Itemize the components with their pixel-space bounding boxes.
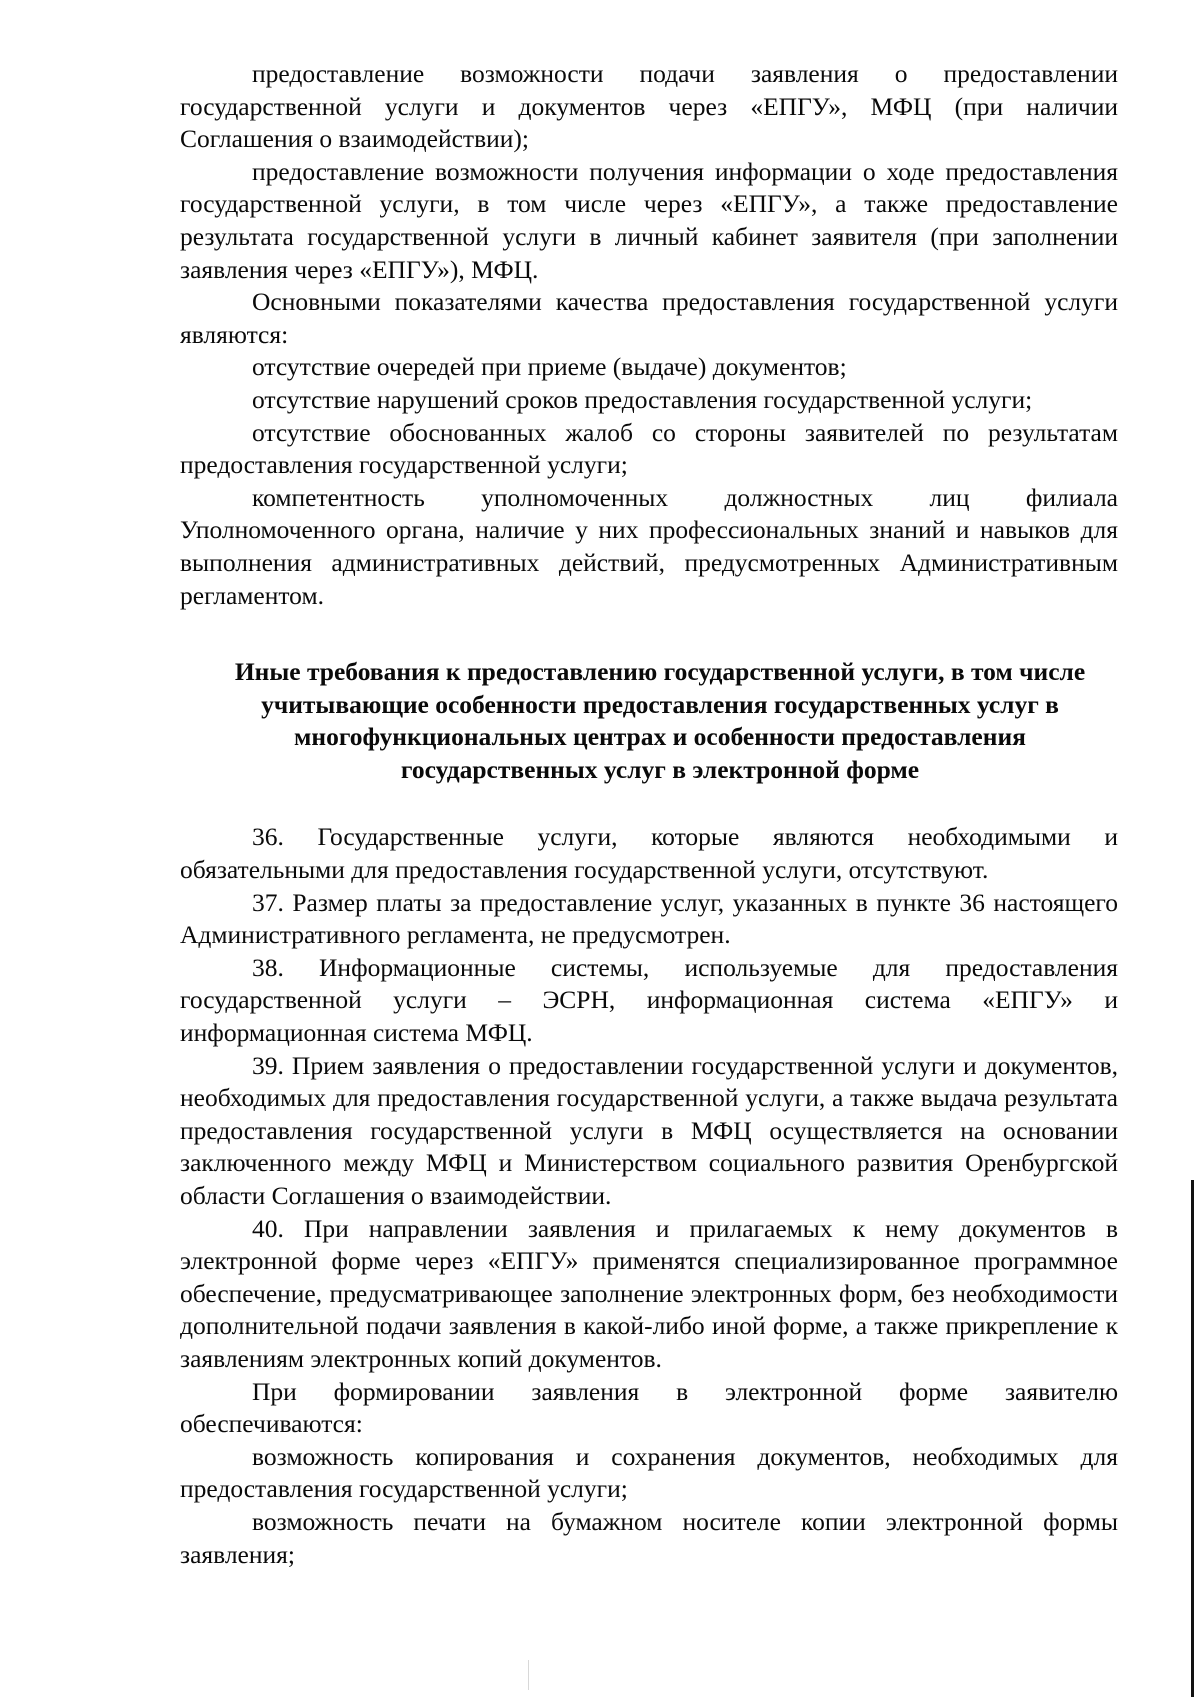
paragraph-print: возможность печати на бумажном носителе копии электронной формы заявления;	[180, 1506, 1118, 1569]
paragraph-submission: предоставление возможности подачи заявления о предоставлении государственной услуги и документов через «ЕПГУ», МФЦ (при наличии Соглашения о взаимодействии);	[180, 59, 1118, 154]
document-body	[180, 58, 1118, 1571]
section-heading: Иные требования к предоставлению государственной услуги, в том числе учитывающие особенности предоставления государственных услуг в многофункциональных центрах и особенности предоставления государственных услуг в электронной форме	[234, 657, 1086, 784]
paragraph-electronic-form: При формировании заявления в электронной форме заявителю обеспечиваются:	[180, 1376, 1118, 1439]
scan-edge-line	[1191, 1180, 1194, 1697]
paragraph-information: предоставление возможности получения информации о ходе предоставления государственной услуги, в том числе через «ЕПГУ», а также предоставление результата государственной услуги в личный кабинет заявителя (при заполнении заявления через «ЕПГУ»), МФЦ.	[180, 156, 1118, 284]
paragraph-competence: компетентность уполномоченных должностных лиц филиала Уполномоченного органа, наличие у них профессиональных знаний и навыков для выполнения административных действий, предусмотренных Административным регламентом.	[180, 482, 1118, 610]
paragraph-40: 40. При направлении заявления и прилагаемых к нему документов в электронной форме через «ЕПГУ» применятся специализированное программное обеспечение, предусматривающее заполнение электронных форм, без необходимости дополнительной подачи заявления в какой-либо иной форме, а также прикрепление к заявлениям электронных копий документов.	[180, 1213, 1118, 1373]
paragraph-no-complaints: отсутствие обоснованных жалоб со стороны заявителей по результатам предоставления государственной услуги;	[180, 417, 1118, 480]
paragraph-36: 36. Государственные услуги, которые являются необходимыми и обязательными для предоставления государственной услуги, отсутствуют.	[180, 822, 1118, 885]
paragraph-no-queues: отсутствие очередей при приеме (выдаче) документов;	[252, 352, 847, 382]
paragraph-37: 37. Размер платы за предоставление услуг, указанных в пункте 36 настоящего Административного регламента, не предусмотрен.	[180, 887, 1118, 950]
paragraph-38: 38. Информационные системы, используемые для предоставления государственной услуги – ЭСРН, информационная система «ЕПГУ» и информационная система МФЦ.	[180, 952, 1118, 1048]
paragraph-no-deadline-violations: отсутствие нарушений сроков предоставления государственной услуги;	[252, 384, 1033, 414]
scan-artifact	[528, 1660, 529, 1690]
paragraph-39: 39. Прием заявления о предоставлении государственной услуги и документов, необходимых для предоставления государственной услуги, а также выдача результата предоставления государственной услуги в МФЦ осуществляется на основании заключенного между МФЦ и Министерством социального развития Оренбургской области Соглашения о взаимодействии.	[180, 1050, 1118, 1210]
paragraph-quality-indicators: Основными показателями качества предоставления государственной услуги являются:	[180, 287, 1118, 349]
paragraph-copy-save: возможность копирования и сохранения документов, необходимых для предоставления государственной услуги;	[180, 1441, 1118, 1504]
